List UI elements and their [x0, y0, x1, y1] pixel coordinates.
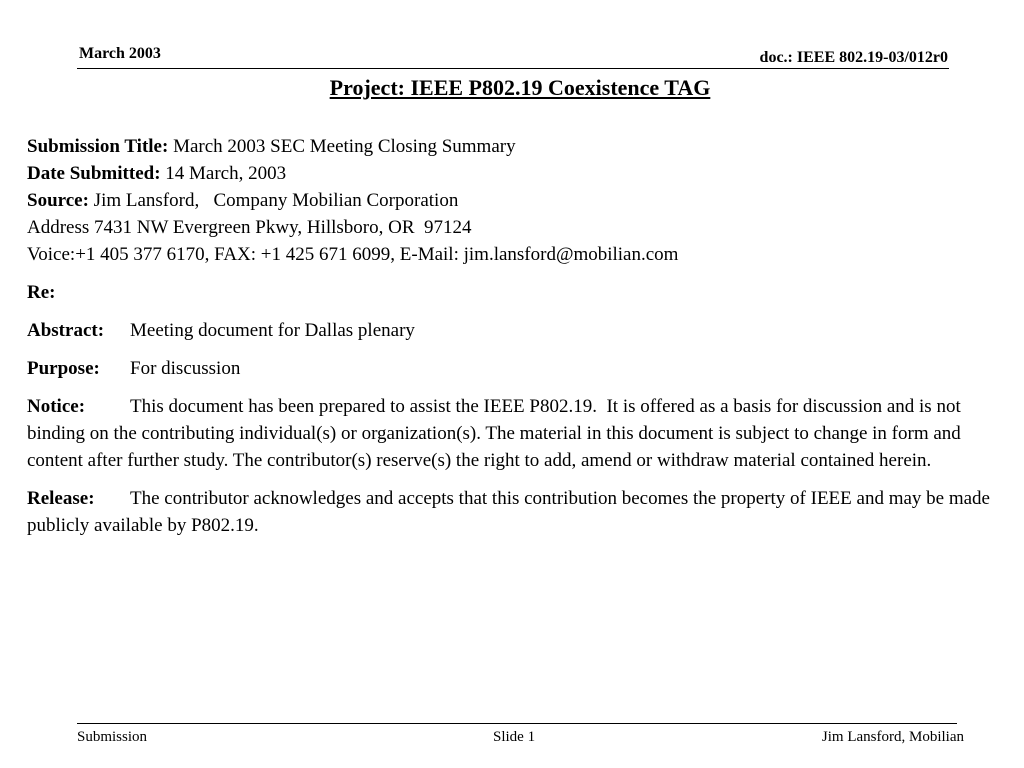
purpose-value: For discussion — [130, 358, 241, 379]
release-text: The contributor acknowledges and accepts that this contribution becomes the property of IEEE and may be made publicly available by P802.19. — [27, 488, 990, 536]
header-document-id: doc.: IEEE 802.19-03/012r0 — [759, 49, 948, 66]
date-submitted-value: 14 March, 2003 — [160, 163, 287, 184]
address-line: Address 7431 NW Evergreen Pkwy, Hillsboro, OR 97124 — [27, 217, 472, 238]
header-date: March 2003 — [79, 45, 161, 62]
release-paragraph — [27, 485, 1017, 539]
header-divider — [77, 68, 949, 69]
release-label: Release: — [27, 488, 95, 509]
notice-label: Notice: — [27, 396, 86, 417]
footer-author: Jim Lansford, Mobilian — [821, 729, 964, 745]
contact-line: Voice:+1 405 377 6170, FAX: +1 425 671 6099, E-Mail: jim.lansford@mobilian.com — [27, 244, 679, 265]
source-value: Jim Lansford, Company Mobilian Corporation — [88, 190, 459, 211]
re-label: Re: — [27, 282, 56, 303]
notice-paragraph — [27, 393, 1017, 474]
submission-title-value: March 2003 SEC Meeting Closing Summary — [168, 136, 516, 157]
submission-title-line — [27, 133, 1017, 160]
abstract-value: Meeting document for Dallas plenary — [130, 320, 415, 341]
source-label: Source: — [27, 190, 89, 211]
footer-divider — [77, 723, 957, 724]
notice-text: This document has been prepared to assist the IEEE P802.19. It is offered as a basis for discussion and is not binding on the contributing individual(s) or organization(s). The material in this document is subject to change in form and content after further study. The contributor(s) reserve(s) the right to add, amend or withdraw material contained herein. — [27, 396, 966, 471]
date-submitted-label: Date Submitted: — [27, 163, 161, 184]
purpose-label: Purpose: — [27, 358, 100, 379]
submission-title-label: Submission Title: — [27, 136, 169, 157]
slide-body — [27, 133, 1017, 539]
abstract-line — [27, 317, 1017, 344]
footer-slide-number: Slide 1 — [493, 729, 536, 745]
purpose-line — [27, 355, 1017, 382]
abstract-label: Abstract: — [27, 320, 105, 341]
project-title: Project: IEEE P802.19 Coexistence TAG — [329, 75, 711, 100]
source-line — [27, 187, 1017, 214]
date-submitted-line — [27, 160, 1017, 187]
footer-submission: Submission — [77, 729, 148, 745]
